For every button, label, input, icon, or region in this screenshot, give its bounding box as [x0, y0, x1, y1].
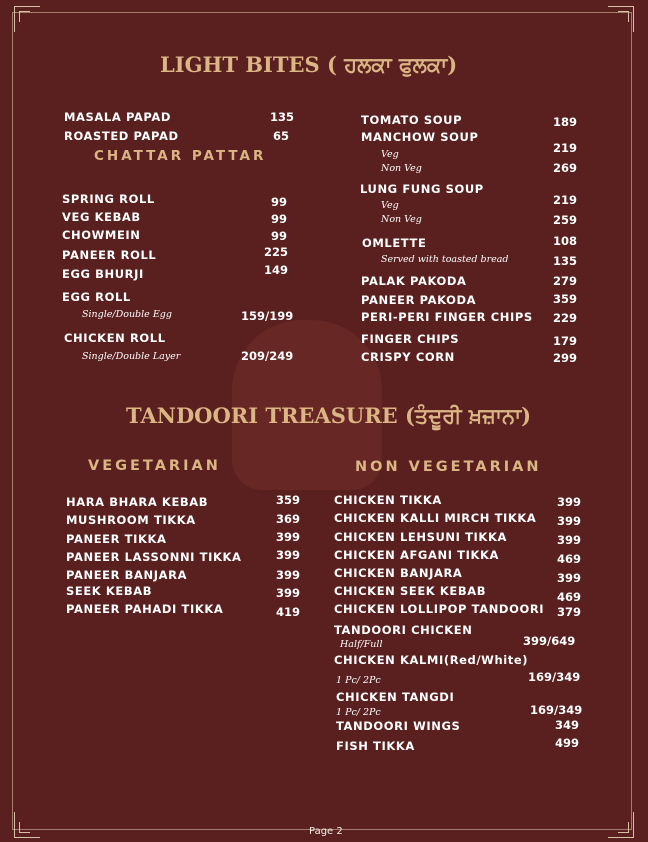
item-name: CHICKEN KALMI(Red/White)	[334, 653, 529, 667]
item-name: EGG BHURJI	[62, 267, 144, 281]
item-name: CHICKEN BANJARA	[334, 566, 463, 580]
item-note: Non Veg	[381, 163, 422, 174]
item-name: CHICKEN TIKKA	[334, 493, 442, 507]
item-price: 99	[271, 229, 288, 243]
item-price: 169/349	[530, 703, 583, 717]
chattar-pattar-heading: CHATTAR PATTAR	[94, 148, 267, 164]
item-name: CHICKEN LEHSUNI TIKKA	[334, 530, 507, 544]
item-note: Non Veg	[381, 214, 422, 225]
item-name: OMLETTE	[362, 236, 427, 250]
item-price: 349	[555, 718, 580, 732]
item-name: CHICKEN TANGDI	[336, 690, 455, 704]
item-name: FISH TIKKA	[336, 739, 415, 753]
item-price: 499	[555, 736, 580, 750]
item-name: SPRING ROLL	[62, 192, 155, 206]
item-name: PANEER LASSONNI TIKKA	[66, 550, 242, 564]
item-name: PERI-PERI FINGER CHIPS	[361, 310, 533, 324]
item-price: 399	[557, 495, 582, 509]
item-name: MUSHROOM TIKKA	[66, 513, 196, 527]
item-price: 419	[276, 605, 301, 619]
item-name: EGG ROLL	[62, 290, 131, 304]
item-price: 399	[557, 533, 582, 547]
item-name: TANDOORI WINGS	[336, 719, 461, 733]
item-price: 135	[270, 110, 295, 124]
item-note: Veg	[381, 149, 399, 160]
item-name: HARA BHARA KEBAB	[66, 495, 209, 509]
item-price: 359	[553, 292, 578, 306]
item-price: 209/249	[241, 349, 294, 363]
item-price: 279	[553, 274, 578, 288]
non-vegetarian-heading: NON VEGETARIAN	[355, 459, 542, 475]
item-note: Half/Full	[340, 639, 383, 650]
item-price: 149	[264, 263, 289, 277]
item-price: 299	[553, 351, 578, 365]
vegetarian-heading: VEGETARIAN	[88, 458, 221, 474]
item-name: PANEER BANJARA	[66, 568, 188, 582]
item-price: 399	[276, 548, 301, 562]
item-price: 219	[553, 141, 578, 155]
item-name: CRISPY CORN	[361, 350, 455, 364]
item-name: CHOWMEIN	[62, 228, 141, 242]
item-price: 469	[557, 552, 582, 566]
item-price: 399	[276, 530, 301, 544]
item-name: PALAK PAKODA	[361, 274, 467, 288]
item-price: 169/349	[528, 670, 581, 684]
item-price: 469	[557, 590, 582, 604]
item-price: 399	[276, 586, 301, 600]
item-note: 1 Pc/ 2Pc	[336, 675, 381, 686]
item-name: MASALA PAPAD	[64, 110, 172, 124]
item-price: 179	[553, 334, 578, 348]
item-price: 189	[553, 115, 578, 129]
item-name: CHICKEN LOLLIPOP TANDOORI	[334, 602, 545, 616]
item-name: CHICKEN AFGANI TIKKA	[334, 548, 500, 562]
item-name: TANDOORI CHICKEN	[334, 623, 473, 637]
item-price: 399	[557, 571, 582, 585]
corner-ornament-bottom-left	[14, 812, 40, 838]
item-price: 399	[557, 514, 582, 528]
item-price: 399	[276, 568, 301, 582]
item-price: 108	[553, 234, 578, 248]
item-price: 225	[264, 245, 289, 259]
item-price: 135	[553, 254, 578, 268]
corner-ornament-bottom-right	[608, 812, 634, 838]
item-price: 99	[271, 195, 288, 209]
item-name: VEG KEBAB	[62, 210, 141, 224]
item-name: CHICKEN KALLI MIRCH TIKKA	[334, 511, 537, 525]
item-price: 159/199	[241, 309, 294, 323]
item-name: MANCHOW SOUP	[361, 130, 479, 144]
item-name: PANEER ROLL	[62, 248, 157, 262]
item-price: 269	[553, 161, 578, 175]
item-note: Veg	[381, 200, 399, 211]
item-price: 359	[276, 493, 301, 507]
item-note: 1 Pc/ 2Pc	[336, 707, 381, 718]
item-name: PANEER PAHADI TIKKA	[66, 602, 224, 616]
item-price: 65	[273, 129, 290, 143]
item-price: 399/649	[523, 634, 576, 648]
light-bites-title: LIGHT BITES ( ਹਲਕਾ ਫੁਲਕਾ)	[160, 52, 458, 77]
tandoori-treasure-title: TANDOORI TREASURE (ਤੰਦੂਰੀ ਖ਼ਜ਼ਾਨਾ)	[126, 403, 532, 428]
item-price: 99	[271, 212, 288, 226]
page-number: Page 2	[309, 826, 343, 837]
item-name: FINGER CHIPS	[361, 332, 460, 346]
item-note: Single/Double Egg	[82, 309, 172, 320]
item-name: CHICKEN SEEK KEBAB	[334, 584, 487, 598]
item-name: LUNG FUNG SOUP	[360, 182, 484, 196]
item-price: 379	[557, 605, 582, 619]
item-note: Served with toasted bread	[381, 254, 509, 265]
item-price: 369	[276, 512, 301, 526]
item-price: 229	[553, 311, 578, 325]
item-price: 259	[553, 213, 578, 227]
item-name: PANEER TIKKA	[66, 532, 167, 546]
corner-ornament-top-left	[14, 6, 40, 32]
item-name: CHICKEN ROLL	[64, 331, 166, 345]
item-price: 219	[553, 193, 578, 207]
item-name: ROASTED PAPAD	[64, 129, 179, 143]
item-note: Single/Double Layer	[82, 351, 181, 362]
item-name: TOMATO SOUP	[361, 113, 463, 127]
item-name: PANEER PAKODA	[361, 293, 477, 307]
item-name: SEEK KEBAB	[66, 584, 153, 598]
corner-ornament-top-right	[608, 6, 634, 32]
